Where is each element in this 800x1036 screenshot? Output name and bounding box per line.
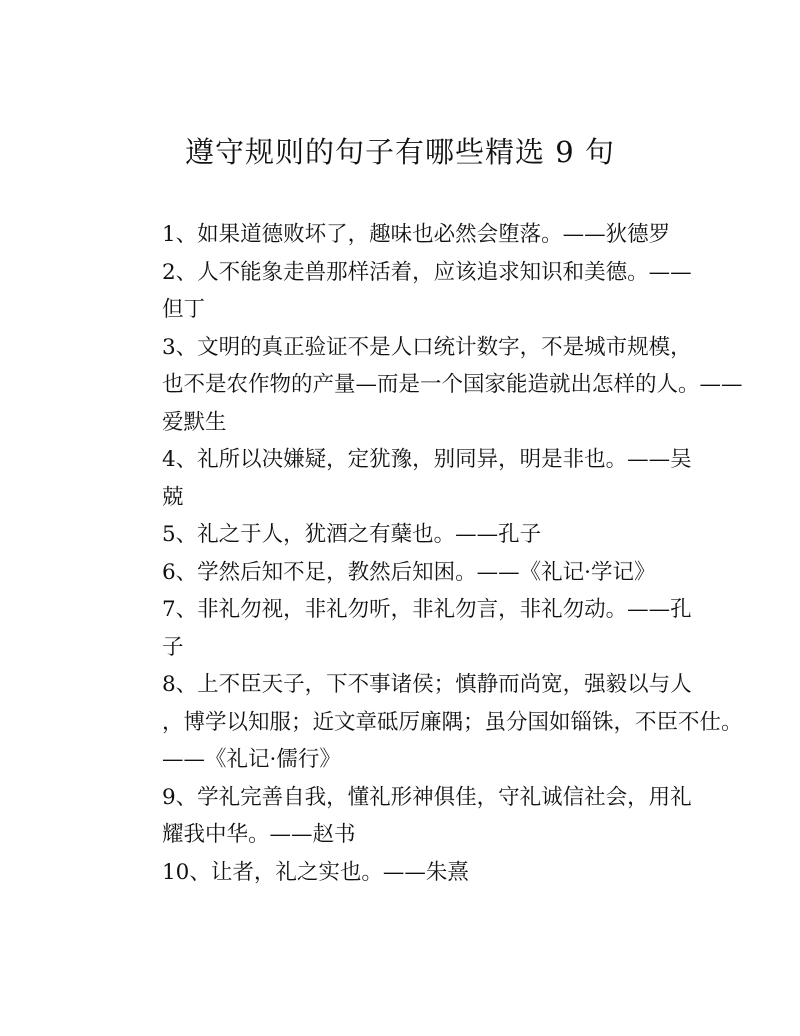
quote-line: 但丁 — [162, 297, 206, 322]
quote-paragraph-8 — [118, 666, 743, 779]
quote-line: 6、学然后知不足，教然后知困。——《礼记·学记》 — [162, 559, 656, 585]
quote-paragraph-7 — [118, 591, 692, 666]
quote-paragraph-10 — [118, 854, 688, 892]
quote-paragraph-3 — [118, 329, 743, 442]
quote-line: 子 — [162, 634, 184, 660]
quote-line: 1、如果道德败坏了，趣味也必然会堕落。——狄德罗 — [162, 222, 671, 247]
quote-line: ——《礼记·儒行》 — [162, 747, 341, 772]
quote-line: 9、学礼完善自我，懂礼形神俱佳，守礼诚信社会，用礼 — [162, 784, 692, 810]
quote-line: 兢 — [162, 484, 184, 510]
quote-line: 10、让者，礼之实也。——朱熹 — [162, 859, 469, 885]
quote-paragraph-9 — [118, 779, 692, 854]
quote-list — [118, 216, 743, 891]
quote-line: 8、上不臣天子，下不事诸侯；慎静而尚宽，强毅以与人 — [162, 672, 692, 697]
quote-line: 耀我中华。——赵书 — [162, 822, 356, 847]
quote-line: 也不是农作物的产量—而是一个国家能造就出怎样的人。—— — [162, 372, 743, 397]
page-title: 遵守规则的句子有哪些精选 9 句 — [185, 135, 615, 169]
quote-line: 5、礼之于人，犹酒之有蘖也。——孔子 — [162, 522, 542, 547]
quote-line: 4、礼所以决嫌疑，定犹豫，别同异，明是非也。——吴 — [162, 447, 692, 472]
quote-line: 7、非礼勿视，非礼勿听，非礼勿言，非礼勿动。——孔 — [162, 597, 692, 622]
quote-line: 2、人不能象走兽那样活着，应该追求知识和美德。—— — [162, 259, 692, 285]
quote-paragraph-1 — [118, 216, 688, 254]
quote-line: 3、文明的真正验证不是人口统计数字，不是城市规模， — [162, 334, 692, 360]
quote-paragraph-4 — [118, 441, 692, 516]
quote-line: ，博学以知服；近文章砥厉廉隅；虽分国如锱铢，不臣不仕。 — [162, 709, 743, 735]
quote-paragraph-6 — [118, 554, 688, 592]
quote-line: 爱默生 — [162, 409, 227, 435]
quote-paragraph-5 — [118, 516, 688, 554]
quote-paragraph-2 — [118, 254, 692, 329]
